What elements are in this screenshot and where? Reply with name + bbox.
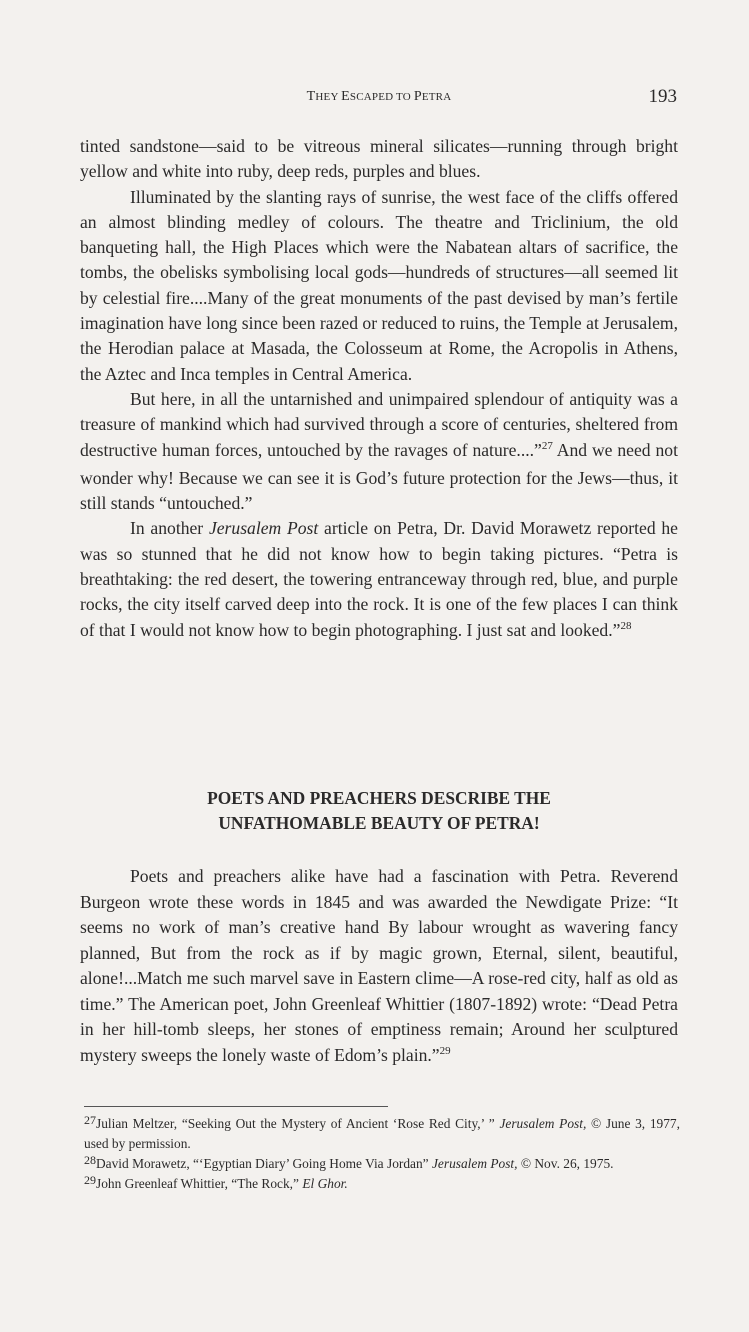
- paragraph: Poets and preachers alike have had a fascination with Petra. Reverend Burgeon wrote these words in 1845 and was awarded the Newdigate Prize: “It seems no work of man’s creative hand By labour wrought as wavering fancy planned, But from the rock as if by magic grown, Eternal, silent, beautiful, alone!...Match me such marvel save in Eastern clime—A rose-red city, half as old as time.” The American poet, John Greenleaf Whittier (1807-1892) wrote: “Dead Petra in her hill-tomb sleeps, her stones of emptiness remain; Around her sculptured mystery sweeps the lonely waste of Edom’s plain.”$^{29}$: [80, 866, 678, 1065]
- page-number: 193: [648, 86, 677, 107]
- paragraph: But here, in all the untarnished and unimpaired splendour of antiquity was a treasure of mankind which had survived through a score of centuries, sheltered from destructive human forces, untouched by the ravages of nature....”$^{27}$ And we need not wonder why! Because we can see it is God’s future protection for the Jews—thus, it still stands “untouched.”: [80, 388, 678, 514]
- footnote-ref: 29: [439, 1044, 451, 1057]
- footnote: $^{29}$John Greenleaf Whittier, “The Rock,” El Ghor.: [84, 1173, 348, 1191]
- footnote-ref: 28: [620, 619, 632, 632]
- footnote: $^{28}$David Morawetz, “‘Egyptian Diary’ Going Home Via Jordan” Jerusalem Post, © Nov. 26, 1975.: [84, 1153, 614, 1171]
- footnotes: [84, 1114, 680, 1194]
- section-heading: POETS AND PREACHERS DESCRIBE THE UNFATHOMABLE BEAUTY OF PETRA!: [207, 788, 551, 833]
- footnote-rule: [84, 1106, 388, 1107]
- footnote: $^{27}$Julian Meltzer, “Seeking Out the Mystery of Ancient ‘Rose Red City,’ ” Jerusalem Post, © June 3, 1977, used by permission.: [84, 1113, 680, 1151]
- paragraph: In another Jerusalem Post article on Petra, Dr. David Morawetz reported he was so stunned that he did not know how to begin taking pictures. “Petra is breathtaking: the red desert, the towering entranceway through red, blue, and purple rocks, the city itself carved deep into the rock. It is one of the few places I can think of that I would not know how to begin photographing. I just sat and looked.”$^{28}$: [80, 518, 678, 640]
- paragraph: tinted sandstone—said to be vitreous mineral silicates—running through bright yellow and white into ruby, deep reds, purples and blues.: [80, 136, 678, 182]
- footnote-ref: 27: [541, 439, 553, 452]
- paragraph: Illuminated by the slanting rays of sunrise, the west face of the cliffs offered an almost blinding medley of colours. The theatre and Triclinium, the old banqueting hall, the High Places which were the Nabatean altars of sacrifice, the tombs, the obelisks symbolising local gods—hundreds of structures—all seemed lit by celestial fire....Many of the great monuments of the past devised by man’s fertile imagination have long since been razed or reduced to ruins, the Temple at Jerusalem, the Herodian palace at Masada, the Colosseum at Rome, the Acropolis in Athens, the Aztec and Inca temples in Central America.: [80, 186, 678, 384]
- running-head: [80, 86, 678, 110]
- section-text: [80, 864, 678, 1071]
- body-text: [80, 134, 678, 646]
- running-head-title: THEY ESCAPED TO PETRA: [306, 89, 452, 104]
